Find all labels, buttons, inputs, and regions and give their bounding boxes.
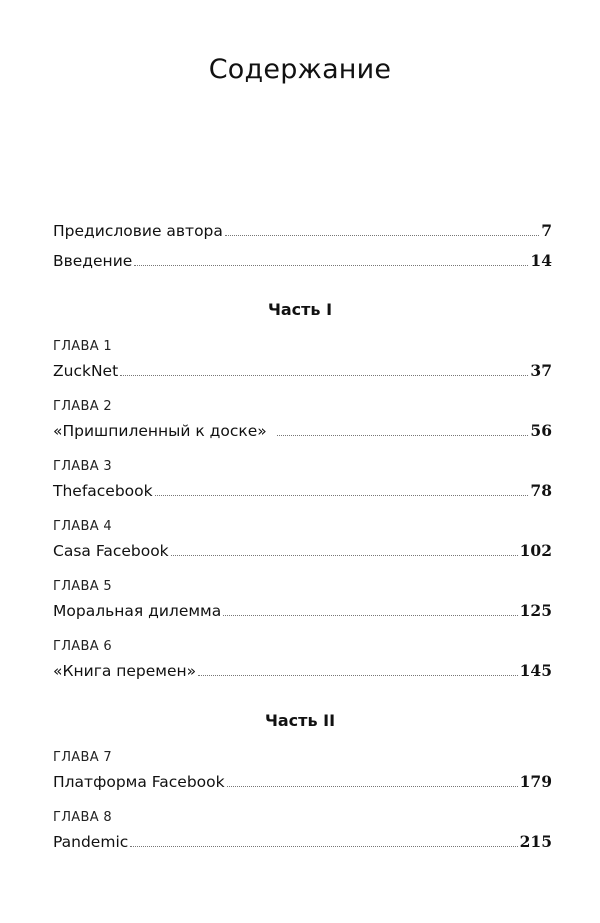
page-title: Содержание	[208, 54, 392, 86]
dot-leader	[120, 374, 528, 376]
dot-leader	[227, 785, 518, 787]
toc-entry-chapter[interactable]	[53, 539, 552, 561]
toc-entry-chapter[interactable]	[53, 659, 552, 681]
toc-entry-title: Предисловие автора	[53, 222, 223, 240]
chapter-label: ГЛАВА 2	[53, 399, 112, 414]
toc-entry-chapter[interactable]	[53, 419, 552, 441]
dot-leader	[225, 234, 539, 236]
toc-entry-chapter[interactable]	[53, 599, 552, 621]
toc-entry-chapter[interactable]	[53, 830, 552, 852]
dot-leader	[171, 554, 518, 556]
dot-leader	[277, 434, 529, 436]
toc-entry-title: «Книга перемен»	[53, 662, 197, 680]
toc-entry-title: Моральная дилемма	[53, 602, 222, 620]
chapter-label: ГЛАВА 8	[53, 810, 112, 825]
chapter-label: ГЛАВА 5	[53, 579, 112, 594]
chapter-label: ГЛАВА 6	[53, 639, 112, 654]
toc-entry-page: 179	[519, 772, 552, 791]
dot-leader	[134, 264, 528, 266]
toc-entry-chapter[interactable]	[53, 479, 552, 501]
toc-entry-chapter[interactable]	[53, 770, 552, 792]
toc-entry-page: 37	[530, 361, 552, 380]
dot-leader	[223, 614, 517, 616]
toc-entry-title: Casa Facebook	[53, 542, 169, 560]
toc-entry-page: 78	[530, 481, 552, 500]
toc-entry-page: 14	[530, 251, 552, 270]
toc-entry-title: «Пришпиленный к доске»	[53, 422, 267, 440]
toc-entry-introduction[interactable]	[53, 249, 552, 271]
dot-leader	[198, 674, 517, 676]
toc-entry-title: Платформа Facebook	[53, 773, 225, 791]
chapter-label: ГЛАВА 1	[53, 339, 112, 354]
part-heading: Часть II	[264, 711, 336, 730]
part-heading: Часть I	[267, 300, 333, 319]
toc-entry-page: 125	[519, 601, 552, 620]
chapter-label: ГЛАВА 7	[53, 750, 112, 765]
toc-entry-page: 102	[519, 541, 552, 560]
toc-entry-title: Введение	[53, 252, 133, 270]
toc-entry-page: 145	[519, 661, 552, 680]
toc-entry-preface[interactable]	[53, 219, 552, 241]
toc-entry-title: Thefacebook	[53, 482, 153, 500]
toc-entry-page: 7	[541, 221, 552, 240]
toc-entry-page: 215	[519, 832, 552, 851]
toc-entry-chapter[interactable]	[53, 359, 552, 381]
dot-leader	[130, 845, 517, 847]
dot-leader	[155, 494, 529, 496]
toc-entry-title: ZuckNet	[53, 362, 119, 380]
chapter-label: ГЛАВА 3	[53, 459, 112, 474]
chapter-label: ГЛАВА 4	[53, 519, 112, 534]
toc-entry-page: 56	[530, 421, 552, 440]
toc-entry-title: Pandemic	[53, 833, 129, 851]
